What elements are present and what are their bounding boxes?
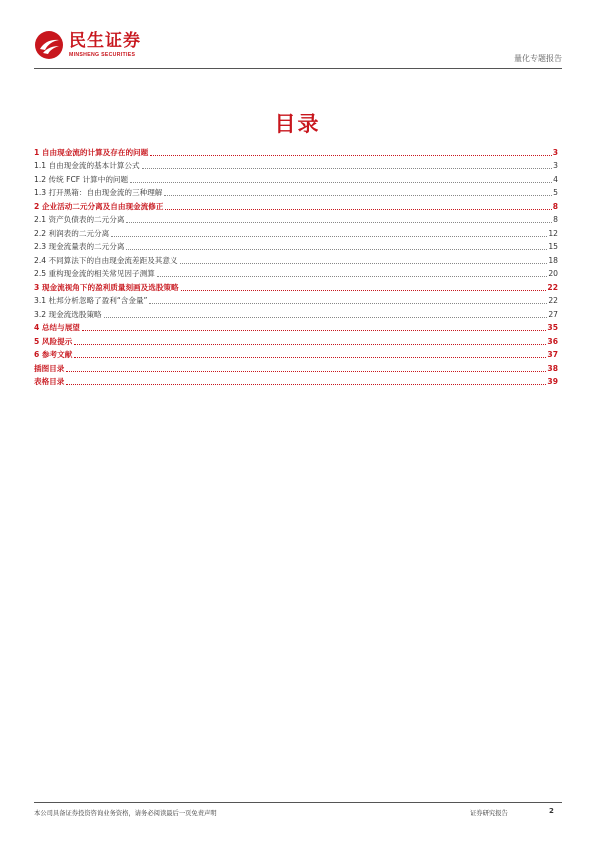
toc-dot-leader — [142, 168, 553, 169]
logo-chinese-name: 民生证券 — [69, 30, 141, 51]
page-header — [34, 26, 562, 70]
toc-dot-leader — [126, 222, 552, 223]
toc-entry-page: 3 — [553, 161, 558, 170]
toc-entry[interactable] — [34, 306, 558, 320]
toc-entry-page: 12 — [548, 228, 558, 238]
toc-entry[interactable] — [34, 360, 558, 374]
toc-dot-leader — [164, 195, 552, 196]
toc-dot-leader — [165, 209, 551, 210]
toc-entry-page: 37 — [547, 350, 558, 359]
toc-entry-page: 3 — [552, 147, 558, 157]
toc-entry-page: 20 — [548, 269, 558, 278]
toc-entry[interactable] — [34, 198, 558, 212]
toc-entry-label: 2.4 不同算法下的自由现金流差距及其意义 — [34, 255, 178, 265]
toc-entry[interactable] — [34, 266, 558, 280]
toc-entry[interactable] — [34, 158, 558, 172]
minsheng-logo — [34, 30, 141, 60]
toc-entry-page: 4 — [553, 174, 558, 184]
toc-entry-page: 39 — [547, 377, 558, 386]
toc-entry-label: 1 自由现金流的计算及存在的问题 — [34, 147, 149, 157]
toc-entry[interactable] — [34, 144, 558, 158]
toc-dot-leader — [74, 344, 546, 345]
toc-entry-page: 8 — [552, 201, 558, 211]
logo-english-name: MINSHENG SECURITIES — [69, 51, 136, 58]
toc-dot-leader — [126, 249, 547, 250]
toc-entry-label: 3.1 杜邦分析忽略了盈利“含金量” — [34, 296, 148, 305]
toc-entry-label: 5 风险提示 — [34, 336, 73, 346]
toc-entry-label: 插图目录 — [34, 363, 65, 373]
toc-dot-leader — [66, 371, 546, 372]
toc-entry-page: 35 — [547, 323, 558, 332]
toc-dot-leader — [149, 303, 547, 304]
toc-entry-page: 36 — [547, 336, 558, 346]
toc-dot-leader — [181, 290, 547, 291]
toc-dot-leader — [111, 236, 547, 237]
toc-dot-leader — [130, 182, 552, 183]
footer-page-number: 2 — [549, 807, 554, 815]
toc-entry-label: 6 参考文献 — [34, 350, 73, 359]
toc-entry[interactable] — [34, 171, 558, 185]
toc-dot-leader — [150, 155, 551, 156]
toc-entry-label: 2.2 利润表的二元分离 — [34, 228, 110, 238]
toc-entry-label: 4 总结与展望 — [34, 323, 80, 332]
toc-entry[interactable] — [34, 225, 558, 239]
table-of-contents — [34, 144, 558, 387]
toc-entry-label: 表格目录 — [34, 377, 65, 386]
toc-entry-label: 2.5 重构现金流的相关常见因子测算 — [34, 269, 155, 278]
toc-entry-label: 2 企业活动二元分离及自由现金流修正 — [34, 201, 164, 211]
footer-doc-type: 证券研究报告 — [470, 810, 508, 817]
toc-dot-leader — [180, 263, 548, 264]
toc-entry-page: 18 — [548, 255, 558, 265]
toc-entry[interactable] — [34, 185, 558, 199]
footer-divider — [34, 802, 562, 803]
toc-entry[interactable] — [34, 374, 558, 388]
toc-dot-leader — [74, 357, 546, 358]
toc-entry-label: 3.2 现金流选股策略 — [34, 309, 102, 319]
toc-entry-label: 1.2 传统 FCF 计算中的问题 — [34, 174, 129, 184]
header-divider — [34, 68, 562, 69]
toc-entry[interactable] — [34, 212, 558, 226]
toc-entry[interactable] — [34, 293, 558, 307]
toc-dot-leader — [82, 330, 547, 331]
toc-entry-page: 38 — [547, 363, 558, 373]
toc-entry-label: 2.1 资产负债表的二元分离 — [34, 215, 125, 224]
toc-dot-leader — [66, 384, 546, 385]
toc-entry-label: 3 现金流视角下的盈利质量刻画及选股策略 — [34, 282, 179, 292]
toc-entry-page: 15 — [548, 242, 558, 251]
toc-entry[interactable] — [34, 320, 558, 334]
toc-entry-label: 1.1 自由现金流的基本计算公式 — [34, 161, 140, 170]
toc-entry-label: 2.3 现金流量表的二元分离 — [34, 242, 125, 251]
toc-entry[interactable] — [34, 279, 558, 293]
toc-entry[interactable] — [34, 252, 558, 266]
report-type-label: 量化专题报告 — [514, 54, 562, 63]
toc-dot-leader — [157, 276, 548, 277]
toc-entry-page: 22 — [548, 296, 558, 305]
toc-dot-leader — [104, 317, 548, 318]
toc-entry[interactable] — [34, 333, 558, 347]
toc-entry-page: 5 — [553, 188, 558, 197]
toc-entry-page: 22 — [547, 282, 558, 292]
toc-entry-page: 8 — [553, 215, 558, 224]
toc-entry[interactable] — [34, 347, 558, 361]
footer-disclaimer: 本公司具备证券投资咨询业务资格，请务必阅读最后一页免责声明 — [34, 810, 217, 817]
toc-title: 目录 — [274, 112, 321, 136]
toc-entry-page: 27 — [548, 309, 558, 319]
toc-entry-label: 1.3 打开黑箱：自由现金流的三种理解 — [34, 188, 163, 197]
minsheng-logo-icon — [34, 30, 64, 60]
toc-entry[interactable] — [34, 239, 558, 253]
